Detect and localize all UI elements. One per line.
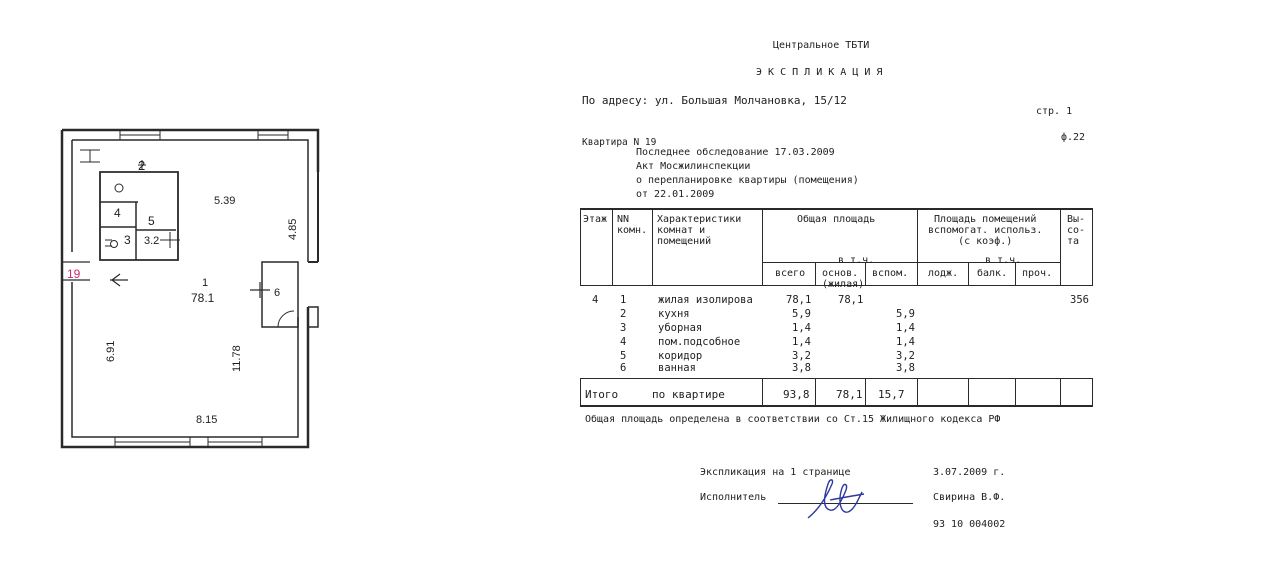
total-main: 78,1: [836, 388, 863, 401]
row-aux: 3,2: [896, 350, 915, 362]
row-name: коридор: [658, 350, 703, 362]
table-rule: [612, 208, 613, 286]
executor-label: Исполнитель: [700, 492, 767, 503]
header-balcony: балк.: [977, 268, 1008, 279]
row-height: 356: [1070, 294, 1089, 306]
row-number: 4: [620, 336, 627, 348]
table-rule: [580, 378, 581, 407]
row-aux: 1,4: [896, 336, 915, 348]
row-name: ванная: [658, 362, 696, 374]
act-subject: о перепланировке квартиры (помещения): [636, 175, 859, 186]
row-aux: 5,9: [896, 308, 915, 320]
header-height: Вы- со- та: [1067, 214, 1086, 247]
table-rule: [968, 378, 969, 407]
table-rule: [815, 378, 816, 407]
header-total-area: Общая площадь: [797, 214, 876, 225]
total-scope: по квартире: [652, 388, 725, 401]
row-total: 78,1: [786, 294, 812, 306]
row-total: 1,4: [792, 322, 811, 334]
header-aux: вспом.: [872, 268, 909, 279]
table-rule: [580, 208, 1093, 210]
header-description: Характеристики комнат и помещений: [657, 214, 742, 247]
table-rule: [1015, 378, 1016, 407]
plan-room-4: 4: [114, 206, 121, 220]
fixture-icon: [115, 184, 123, 192]
plan-dim-left: 6.91: [105, 340, 117, 362]
header-floor: Этаж: [583, 214, 608, 225]
table-rule: [865, 378, 866, 407]
act-date: от 22.01.2009: [636, 189, 715, 200]
organization: Центральное ТБТИ: [773, 40, 870, 51]
table-rule: [652, 208, 653, 286]
apartment-number: Квартира N 19: [582, 137, 657, 148]
table-rule: [815, 262, 816, 286]
plan-room-1-area: 78.1: [191, 291, 215, 305]
page-number: стр. 1: [1036, 106, 1073, 117]
plan-dim-middle: 11.78: [231, 345, 243, 372]
plan-room-6: 6: [274, 287, 281, 299]
row-number: 6: [620, 362, 627, 374]
table-rule: [580, 378, 1093, 379]
row-name: пом.подсобное: [658, 336, 741, 348]
row-number: 1: [620, 294, 627, 306]
header-aux-area: Площадь помещений вспомогат. использ. (с коэф.): [928, 214, 1043, 247]
plan-dim-right: 4.85: [287, 218, 299, 240]
address: По адресу: ул. Большая Молчановка, 15/12: [582, 94, 847, 107]
row-number: 5: [620, 350, 627, 362]
total-all: 93,8: [783, 388, 810, 401]
row-number: 2: [620, 308, 627, 320]
plan-apartment-number: 19: [67, 267, 81, 281]
total-aux: 15,7: [878, 388, 905, 401]
row-total: 1,4: [792, 336, 811, 348]
header-other: проч.: [1022, 268, 1053, 279]
row-number: 3: [620, 322, 627, 334]
header-including: в т.ч.: [838, 255, 875, 266]
table-rule: [917, 378, 918, 407]
table-rule: [762, 208, 763, 286]
table-rule: [1060, 208, 1061, 286]
signature: [800, 470, 880, 525]
plan-room-3: 3: [124, 233, 131, 247]
form-number: ф.22: [1061, 132, 1086, 143]
row-aux: 3,8: [896, 362, 915, 374]
plan-room-5-area: 3.2: [144, 235, 160, 247]
header-all: всего: [775, 268, 806, 279]
row-total: 3,8: [792, 362, 811, 374]
table-rule: [1092, 208, 1093, 286]
executor-name: Свирина В.Ф.: [933, 492, 1006, 503]
table-rule: [1060, 378, 1061, 407]
total-label: Итого: [585, 388, 619, 401]
header-room-number: NN комн.: [617, 214, 648, 236]
document-code: 93 10 004002: [933, 519, 1006, 530]
row-total: 5,9: [792, 308, 811, 320]
row-floor: 4: [592, 294, 599, 306]
plan-room-5: 5: [148, 214, 155, 228]
plan-dim-top: 5.39: [214, 195, 236, 207]
table-rule: [580, 208, 581, 286]
plan-dim-bottom: 8.15: [196, 414, 218, 426]
plan-room-2: 2: [138, 158, 146, 173]
row-name: жилая изолирова: [658, 294, 753, 306]
plan-room-1: 1: [202, 277, 209, 289]
pages-note: Экспликация на 1 странице: [700, 467, 851, 478]
table-rule: [968, 262, 969, 286]
inspection-act: Акт Мосжилинспекции: [636, 161, 751, 172]
row-main: 78,1: [838, 294, 864, 306]
header-including-2: в т.ч.: [985, 255, 1022, 266]
table-rule: [762, 378, 763, 407]
fixture-icon: [111, 241, 118, 248]
floor-plan: [50, 122, 340, 457]
header-main: основ. (жилая): [822, 268, 865, 290]
area-note: Общая площадь определена в соответствии со Ст.15 Жилищного кодекса РФ: [585, 414, 1001, 425]
table-rule: [917, 208, 918, 286]
row-name: кухня: [658, 308, 690, 320]
row-aux: 1,4: [896, 322, 915, 334]
document-title: Э К С П Л И К А Ц И Я: [756, 67, 883, 78]
table-rule: [1092, 378, 1093, 407]
row-name: уборная: [658, 322, 703, 334]
table-rule: [580, 405, 1093, 407]
document-date: 3.07.2009 г.: [933, 467, 1006, 478]
row-total: 3,2: [792, 350, 811, 362]
header-loggia: лодж.: [928, 268, 959, 279]
survey-date: Последнее обследование 17.03.2009: [636, 147, 835, 158]
